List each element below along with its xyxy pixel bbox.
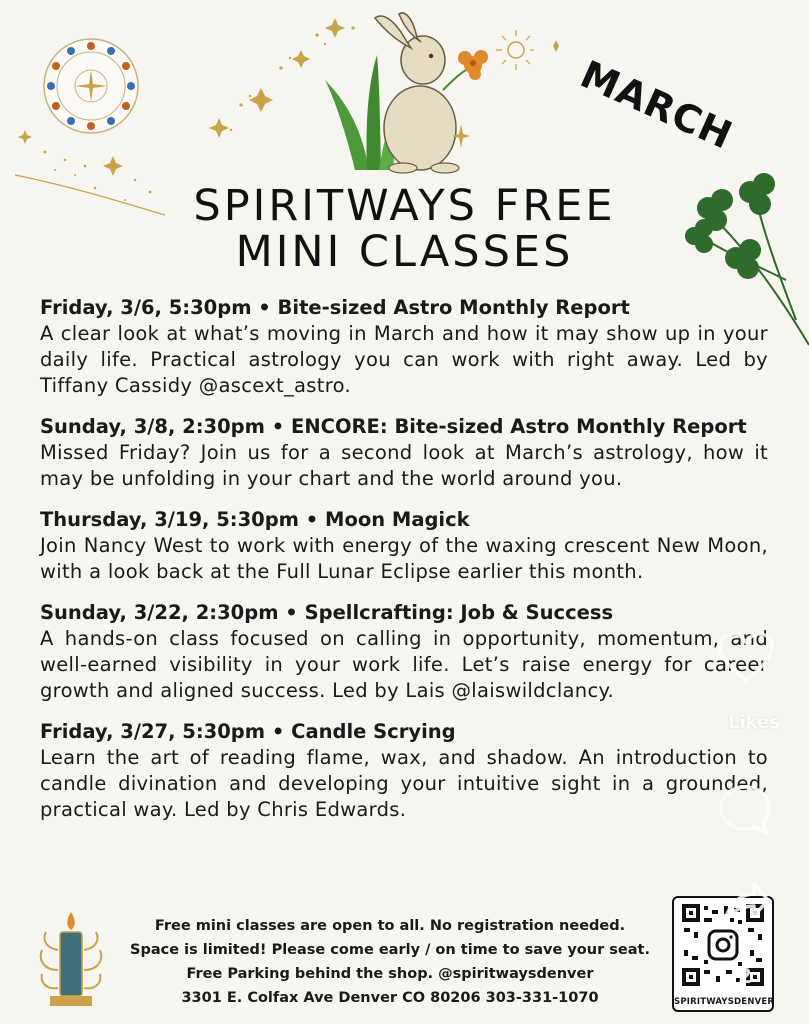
event-heading: Sunday, 3/22, 2:30pm • Spellcrafting: Job & Success bbox=[40, 601, 614, 624]
likes-label: Likes bbox=[728, 712, 781, 733]
event-heading: Thursday, 3/19, 5:30pm • Moon Magick bbox=[40, 508, 470, 531]
event-item bbox=[40, 507, 768, 585]
event-heading: Friday, 3/6, 5:30pm • Bite-sized Astro Monthly Report bbox=[40, 296, 630, 319]
heart-icon[interactable] bbox=[718, 632, 774, 684]
event-heading: Sunday, 3/8, 2:30pm • ENCORE: Bite-sized Astro Monthly Report bbox=[40, 415, 747, 438]
event-heading: Friday, 3/27, 5:30pm • Candle Scrying bbox=[40, 720, 456, 743]
candle-logo-icon bbox=[36, 910, 106, 1010]
event-description: Missed Friday? Join us for a second look at March’s astrology, how it may be unfolding in your chart and the world around you. bbox=[40, 441, 768, 490]
title-line-1: SPIRITWAYS FREE bbox=[193, 181, 616, 231]
share-icon[interactable] bbox=[722, 878, 770, 926]
rabbit-illustration bbox=[325, 10, 490, 175]
event-description: Learn the art of reading flame, wax, and shadow. An introduction to candle divination and developing your intuitive sight in a grounded, practical way. Led by Chris Edwards. bbox=[40, 746, 768, 821]
comment-icon[interactable] bbox=[718, 784, 772, 836]
title-line-2: MINI CLASSES bbox=[235, 227, 574, 277]
footer-line-1: Free mini classes are open to all. No registration needed. bbox=[154, 918, 626, 934]
crescent-moon-icon bbox=[494, 10, 566, 90]
footer-line-4: 3301 E. Colfax Ave Denver CO 80206 303-331-1070 bbox=[181, 990, 599, 1006]
event-item bbox=[40, 719, 768, 823]
class-schedule bbox=[40, 295, 768, 838]
footer-line-2: Space is limited! Please come early / on time to save your seat. bbox=[130, 942, 650, 958]
event-description: Join Nancy West to work with energy of the waxing crescent New Moon, with a look back at the Full Lunar Eclipse earlier this month. bbox=[40, 534, 768, 583]
month-label: MARCH bbox=[574, 52, 740, 158]
sparkle-icon bbox=[452, 124, 470, 148]
event-item bbox=[40, 414, 768, 492]
event-description: A hands-on class focused on calling in opportunity, momentum, and well-earned visibility in your work life. Let’s raise energy for career growth and aligned success. Led by Lais @laiswildclancy. bbox=[40, 627, 768, 702]
event-item bbox=[40, 295, 768, 399]
event-description: A clear look at what’s moving in March and how it may show up in your daily life. Practical astrology you can work with right away. Led by Tiffany Cassidy @ascext_astro. bbox=[40, 322, 768, 397]
page-title bbox=[0, 183, 809, 275]
footer-line-3: Free Parking behind the shop. @spiritwaysdenver bbox=[186, 966, 594, 982]
footer-info bbox=[110, 914, 670, 1010]
share-count: 2 bbox=[738, 964, 752, 988]
event-item bbox=[40, 600, 768, 704]
qr-caption: SPIRITWAYSDENVER bbox=[674, 997, 775, 1007]
